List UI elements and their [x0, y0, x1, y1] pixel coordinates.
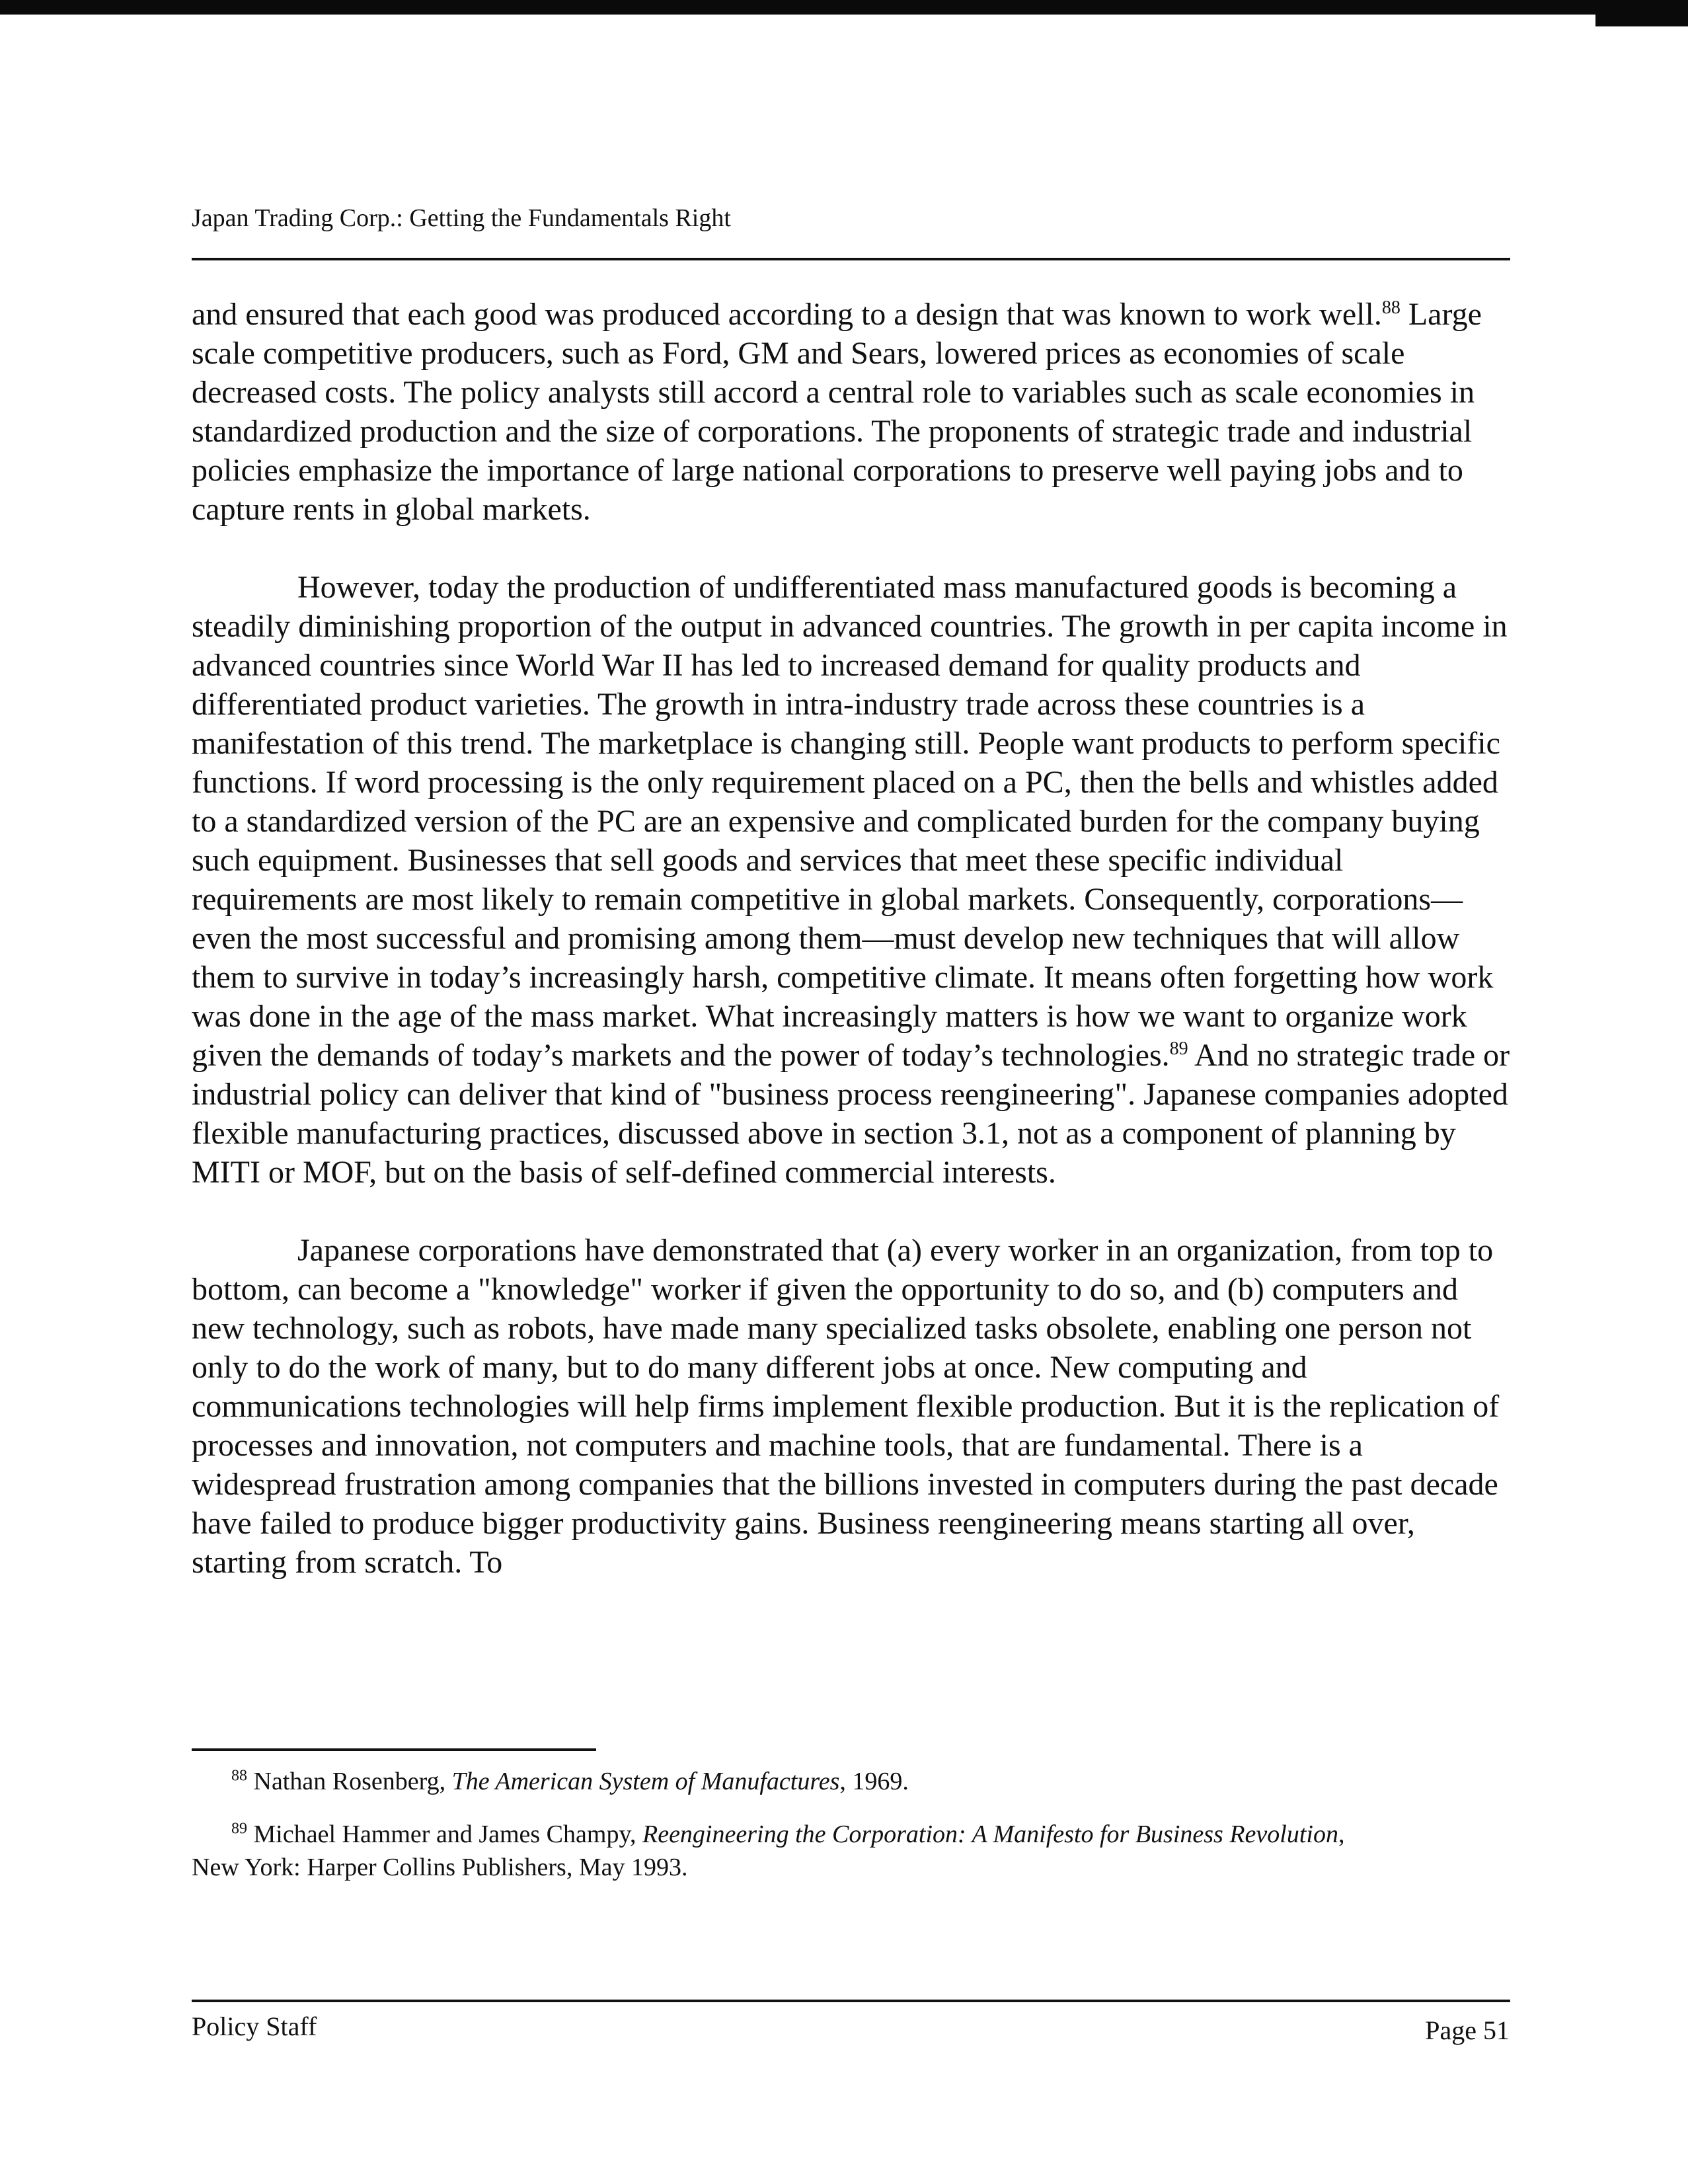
footnote-ref-89[interactable]: 89	[1169, 1038, 1188, 1059]
footer-rule	[192, 2000, 1510, 2002]
footnotes	[192, 1765, 1514, 1904]
footnote-text-post: , 1969.	[839, 1768, 909, 1795]
paragraph-2	[192, 568, 1510, 1192]
paragraph-1-text-a: and ensured that each good was produced according to a design that was known to work well.	[192, 297, 1382, 332]
footnote-title: The American System of Manufactures	[451, 1768, 840, 1795]
footnote-rule	[192, 1748, 596, 1751]
footnote-title: Reengineering the Corporation: A Manifesto for Business Revolution	[642, 1820, 1338, 1848]
running-head: Japan Trading Corp.: Getting the Fundamentals Right	[192, 204, 731, 232]
paragraph-1	[192, 295, 1510, 529]
footnote-88	[192, 1765, 1514, 1798]
footnote-ref-88[interactable]: 88	[1381, 297, 1400, 318]
scan-edge-bar	[0, 0, 1688, 15]
paragraph-2-text-b: And no strategic trade or industrial policy can deliver that kind of "business process reengineering". Japanese companies adopted flexible manufacturing practices, discussed above in section 3.1, not as a component of planning by MITI or MOF, but on the basis of self-defined commercial interests.	[192, 1038, 1510, 1190]
page-number: Page 51	[1425, 2015, 1510, 2045]
header-rule	[192, 258, 1510, 260]
scan-edge-corner	[1595, 0, 1688, 26]
footnote-text-post: ,	[1338, 1820, 1345, 1848]
footnote-text-pre: Nathan Rosenberg,	[247, 1768, 452, 1795]
paragraph-3: Japanese corporations have demonstrated that (a) every worker in an organization, from top to bottom, can become a "knowledge" worker if given the opportunity to do so, and (b) computers and new technology, such as robots, have made many specialized tasks obsolete, enabling one person not only to do the work of many, but to do many different jobs at once. New computing and communications technologies will help firms implement flexible production. But it is the replication of processes and innovation, not computers and machine tools, that are fundamental. There is a widespread frustration among companies that the billions invested in computers during the past decade have failed to produce bigger productivity gains. Business reengineering means starting all over, starting from scratch. To	[192, 1233, 1500, 1580]
footnote-number: 88	[231, 1767, 247, 1785]
main-text	[192, 295, 1510, 1582]
footnote-number: 89	[231, 1820, 247, 1838]
footnote-continuation: New York: Harper Collins Publishers, May 1993.	[192, 1853, 688, 1881]
paragraph-1-text-b: Large scale competitive producers, such as Ford, GM and Sears, lowered prices as economies of scale decreased costs. The policy analysts still accord a central role to variables such as scale economies in standardized production and the size of corporations. The proponents of strategic trade and industrial policies emphasize the importance of large national corporations to preserve well paying jobs and to capture rents in global markets.	[192, 297, 1482, 527]
footnote-89	[192, 1818, 1514, 1884]
footnote-text-pre: Michael Hammer and James Champy,	[247, 1820, 642, 1848]
footer-author: Policy Staff	[192, 2011, 317, 2041]
paragraph-2-text-a: However, today the production of undifferentiated mass manufactured goods is becoming a steadily diminishing proportion of the output in advanced countries. The growth in per capita income in advanced countries since World War II has led to increased demand for quality products and differentiated product varieties. The growth in intra-industry trade across these countries is a manifestation of this trend. The marketplace is changing still. People want products to perform specific functions. If word processing is the only requirement placed on a PC, then the bells and whistles added to a standardized version of the PC are an expensive and complicated burden for the company buying such equipment. Businesses that sell goods and services that meet these specific individual requirements are most likely to remain competitive in global markets. Consequently, corporations—even the most successful and promising among them—must develop new techniques that will allow them to survive in today’s increasingly harsh, competitive climate. It means often forgetting how work was done in the age of the mass market. What increasingly matters is how we want to organize work given the demands of today’s markets and the power of today’s technologies.	[192, 570, 1508, 1073]
